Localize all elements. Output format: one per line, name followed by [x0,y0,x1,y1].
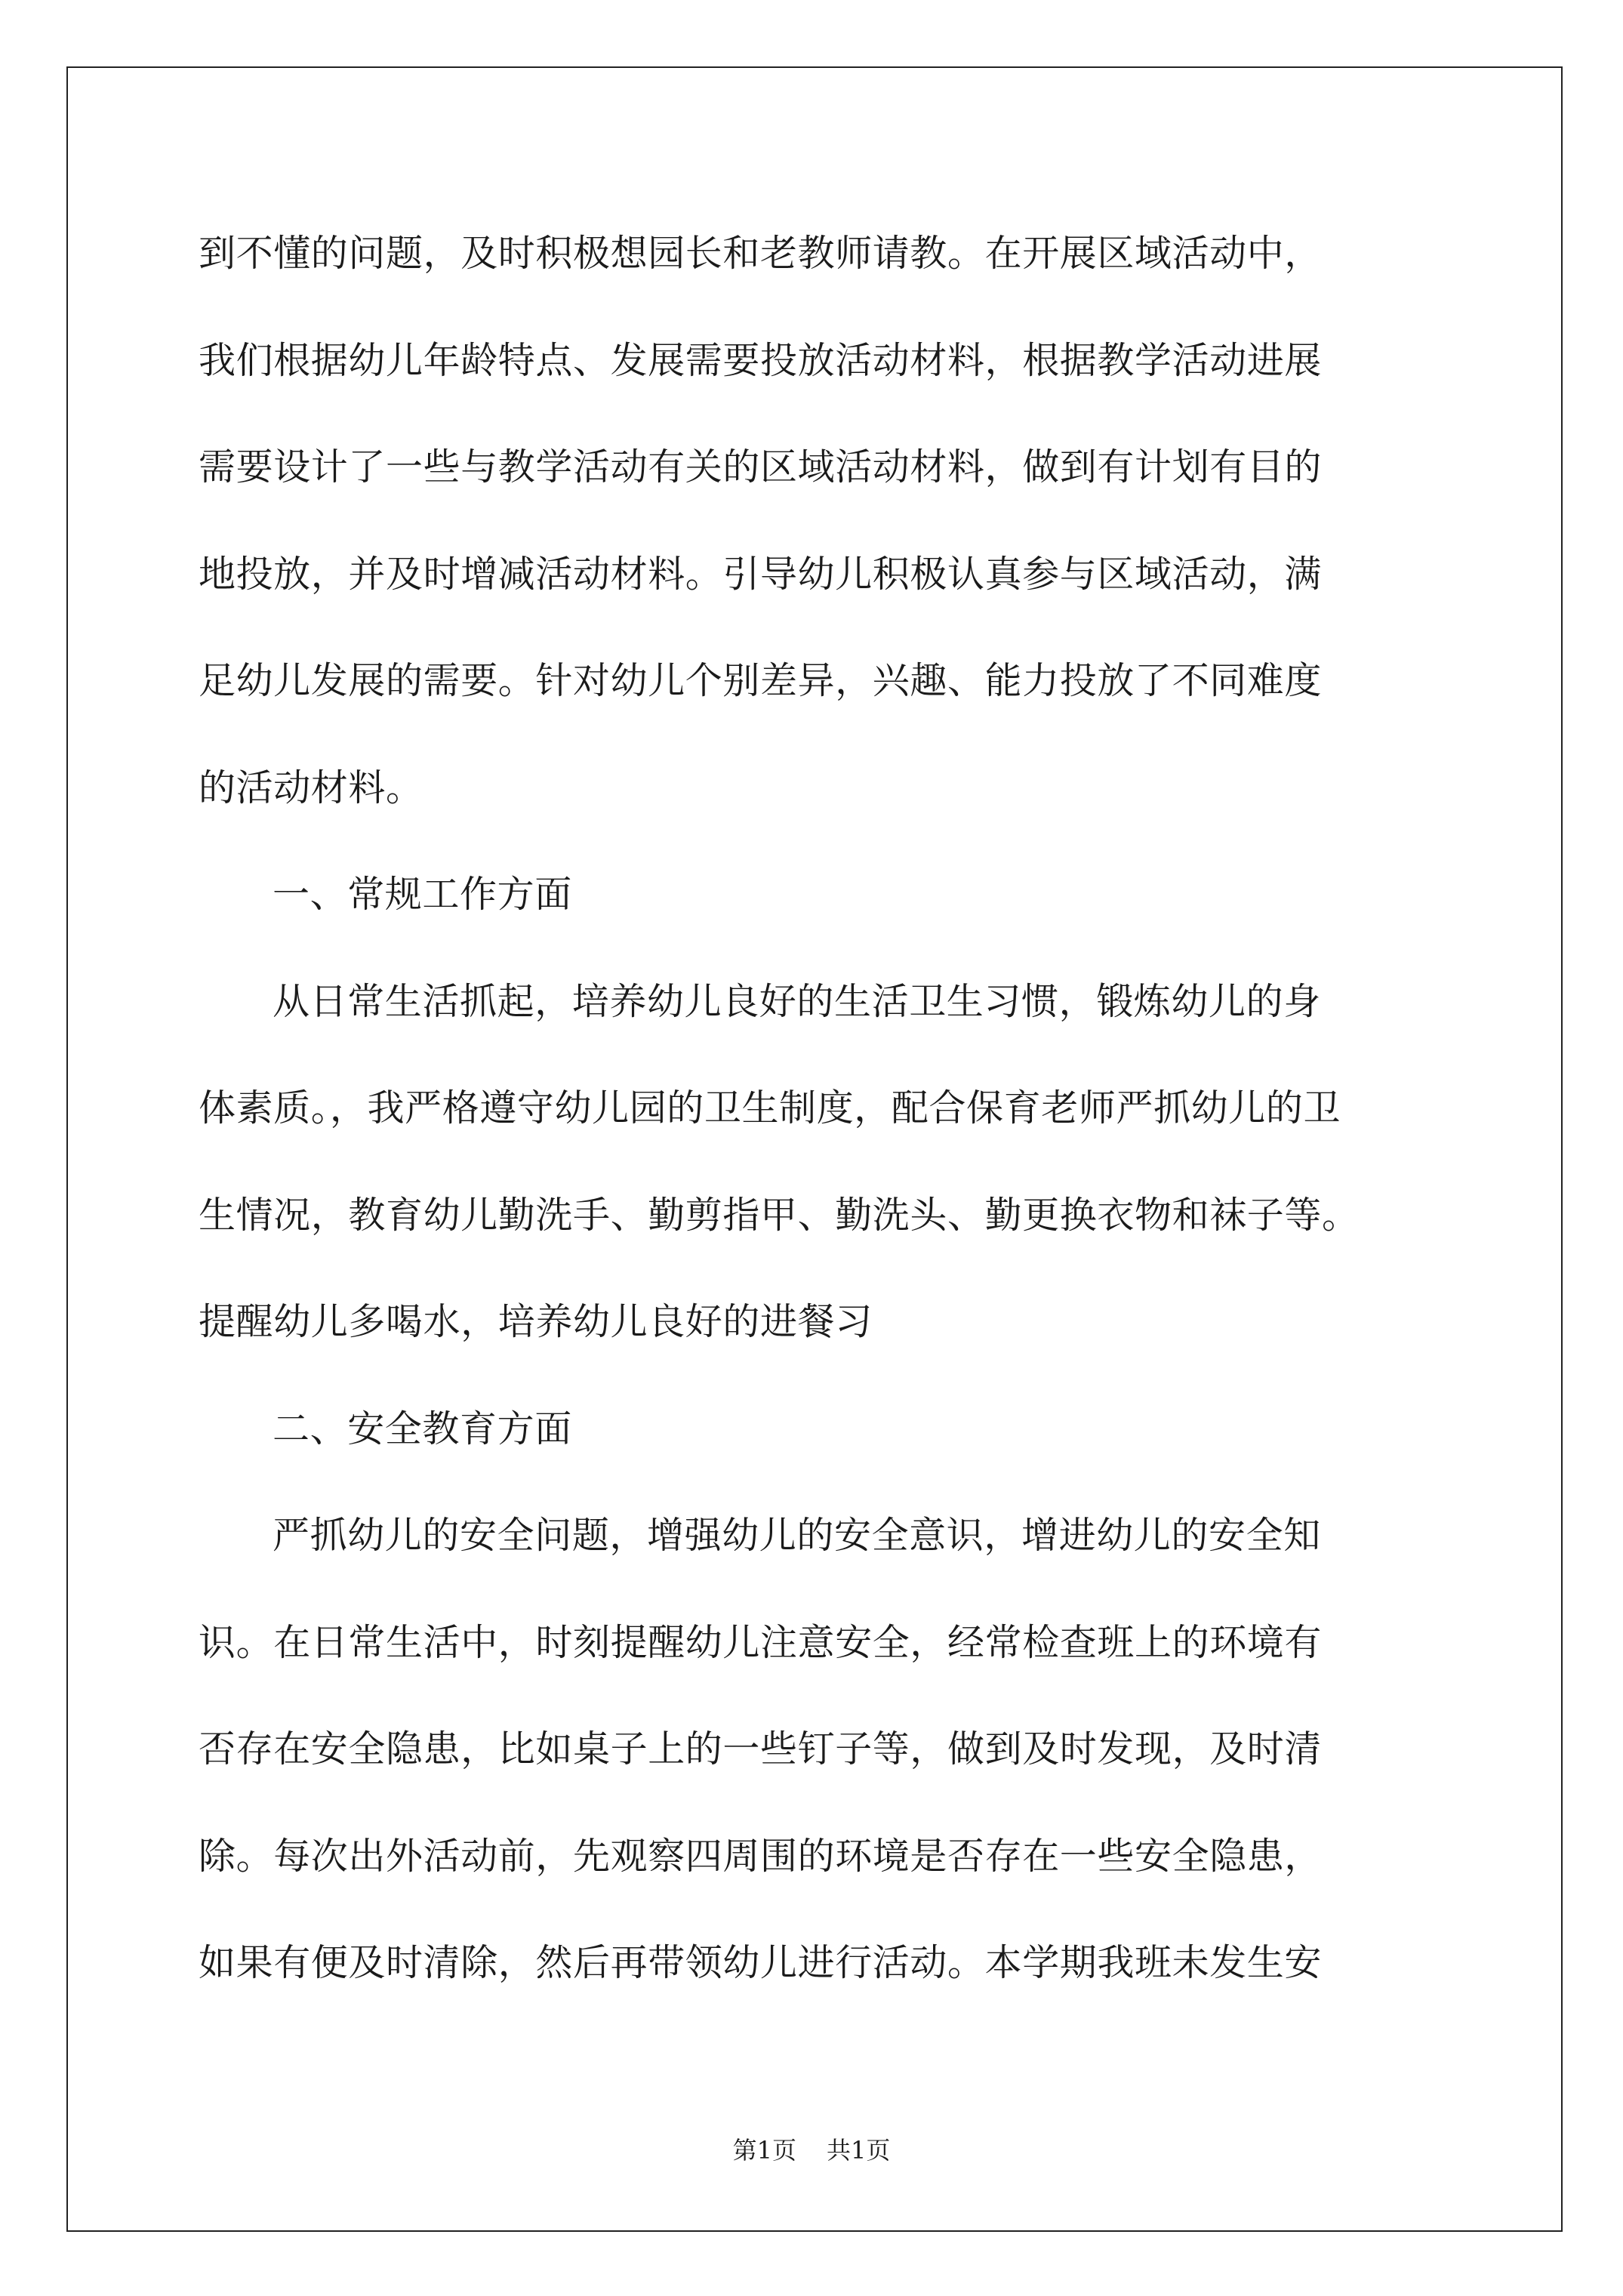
text-line: 地投放，并及时增减活动材料。引导幼儿积极认真参与区域活动，满 [199,552,1323,596]
text-line: 生情况，教育幼儿勤洗手、勤剪指甲、勤洗头、勤更换衣物和袜子等。 [199,1193,1360,1237]
text-line: 否存在安全隐患，比如桌子上的一些钉子等，做到及时发现，及时清 [199,1727,1323,1771]
page-total: 共1页 [827,2136,891,2165]
text-line: 的活动材料。 [199,766,423,809]
text-line: 识。在日常生活中，时刻提醒幼儿注意安全，经常检查班上的环境有 [199,1620,1323,1664]
text-line: 提醒幼儿多喝水，培养幼儿良好的进餐习 [199,1300,873,1343]
text-line: 到不懂的问题，及时积极想园长和老教师请教。在开展区域活动中， [199,232,1323,275]
text-line: 除。每次出外活动前，先观察四周围的环境是否存在一些安全隐患， [199,1834,1323,1878]
document-body [199,200,1444,2017]
text-line: 如果有便及时清除，然后再带领幼儿进行活动。本学期我班未发生安 [199,1941,1323,1984]
text-line: 体素质。，我严格遵守幼儿园的卫生制度，配合保育老师严抓幼儿的卫 [199,1086,1341,1130]
text-line: 严抓幼儿的安全问题，增强幼儿的安全意识，增进幼儿的安全知 [273,1514,1321,1557]
page-footer [0,2131,1623,2166]
text-line: 足幼儿发展的需要。针对幼儿个别差异，兴趣、能力投放了不同难度 [199,659,1323,702]
page-number: 第1页 [732,2136,796,2165]
text-line: 从日常生活抓起，培养幼儿良好的生活卫生习惯，锻炼幼儿的身 [273,979,1321,1023]
text-line: 我们根据幼儿年龄特点、发展需要投放活动材料，根据教学活动进展 [199,338,1323,382]
section-heading: 一、常规工作方面 [273,873,572,916]
section-heading: 二、安全教育方面 [273,1407,572,1450]
text-line: 需要设计了一些与教学活动有关的区域活动材料，做到有计划有目的 [199,445,1323,488]
